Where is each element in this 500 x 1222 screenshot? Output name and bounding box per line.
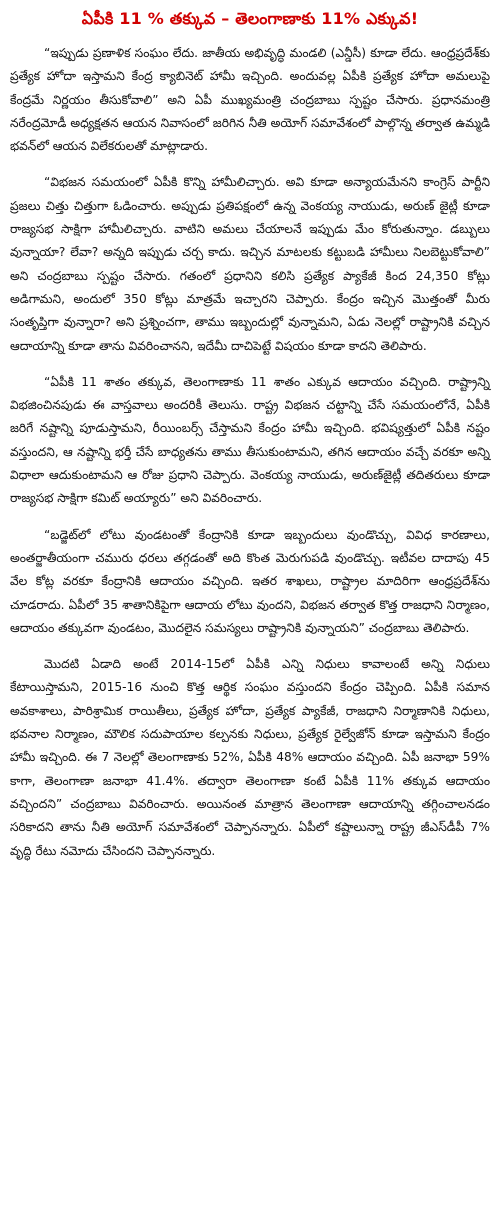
paragraph-4: “బడ్జెట్‌లో లోటు వుండటంతో కేంద్రానికి కూడా ఇబ్బందులు వుండొచ్చు, వివిధ కారణాలు, అంతర్జాతీయంగా చమురు ధరలు తగ్గడంతో అది కొంత మెరుగుపడి వుండొచ్చు. ఇటీవల దాదాపు 45 వేల కోట్ల వరకూ కేంద్రానికి ఆదాయం వచ్చింది. ఇతర శాఖలు, రాష్ట్రాల మాదిరిగా ఆంధ్రప్రదేశ్‌ను చూడరాదు. ఏపీలో 35 శాతానికిపైగా ఆదాయ లోటు వుందని, విభజన తర్వాత కొత్త రాజధాని నిర్మాణం, ఆదాయం తక్కువగా వుండటం, మొదలైన సమస్యలు రాష్ట్రానికి వున్నాయని” చంద్రబాబు తెలిపారు. <box>10 527 490 635</box>
paragraph-3: “ఏపీకి 11 శాతం తక్కువ, తెలంగాణాకు 11 శాతం ఎక్కువ ఆదాయం వచ్చింది. రాష్ట్రాన్ని విభజించినపుడు ఈ వాస్తవాలు అందరికీ తెలుసు. రాష్ట్ర విభజన చట్టాన్ని చేసే సమయంలోనే, ఏపీకి జరిగే నష్టాన్ని పూడుస్తామని, రీయింబర్స్ చేస్తామని కేంద్రం హామీ ఇచ్చింది. భవిష్యత్తులో ఏపీకి నష్టం వస్తుందని, ఆ నష్టాన్ని భర్తీ చేసే బాధ్యతను తాము తీసుకుంటామని, తగిన ఆదాయం వచ్చే వరకూ అన్ని విధాలా ఆదుకుంటామని ఆ రోజు ప్రధాని చెప్పారు. వెంకయ్య నాయుడు, అరుణ్‌జైట్లీ తదితరులు కూడా రాజ్యసభ సాక్షిగా కమిట్ అయ్యారు” అని వివరించారు. <box>10 374 490 506</box>
headline: ఏపీకి 11 % తక్కువ – తెలంగాణాకు 11% ఎక్కువ! <box>81 9 419 28</box>
article-body <box>10 42 490 863</box>
paragraph-1: “ఇప్పుడు ప్రణాళిక సంఘం లేదు. జాతీయ అభివృద్ధి మండలి (ఎన్డీసీ) కూడా లేదు. ఆంధ్రప్రదేశ్‌కు ప్రత్యేక హోదా ఇస్తామని కేంద్ర క్యాబినెట్ హామీ ఇచ్చింది. అందువల్ల ఏపీకి ప్రత్యేక హోదా అమలుపై కేంద్రమే నిర్ణయం తీసుకోవాలి” అని ఏపీ ముఖ్యమంత్రి చంద్రబాబు స్పష్టం చేసారు. ప్రధానమంత్రి నరేంద్రమోడీ అధ్యక్షతన ఆయన నివాసంలో జరిగిన నీతి అయోగ్ సమావేశంలో పాల్గొన్న తర్వాత ఉమ్మడి భవన్‌లో ఆయన విలేకరులతో మాట్లాడారు. <box>10 46 490 154</box>
paragraph-5: మొదటి ఏడాది అంటే 2014-15లో ఏపీకి ఎన్ని నిధులు కావాలంటే అన్ని నిధులు కేటాయిస్తామని, 2015-16 నుంచి కొత్త ఆర్థిక సంఘం వస్తుందని కేంద్రం చెప్పింది. ఏపీకి సమాన అవకాశాలు, పారిశ్రామిక రాయితీలు, ప్రత్యేక హోదా, ప్రత్యేక ప్యాకేజీ, రాజధాని నిర్మాణానికి నిధులు, భవనాల నిర్మాణం, మౌలిక సదుపాయాల కల్పనకు నిధులు, ప్రత్యేక రైల్వేజోన్ కూడా ఇస్తామని కేంద్రం హామీ ఇచ్చింది. ఈ 7 నెలల్లో తెలంగాణాకు 52%, ఏపీకి 48% ఆదాయం వచ్చింది. ఏపీ జనాభా 59% కాగా, తెలంగాణా జనాభా 41.4%. తద్వారా తెలంగాణా కంటే ఏపీకి 11% తక్కువ ఆదాయం వచ్చిందని” చంద్రబాబు వివరించారు. అయినంత మాత్రాన తెలంగాణా ఆదాయాన్ని తగ్గించాలనడం సరికాదని తాను నీతి అయోగ్ సమావేశంలో చెప్పానన్నారు. ఏపీలో కష్టాలున్నా రాష్ట్ర జీఎస్‌డీపీ 7% వృద్ధి రేటు నమోదు చేసిందని చెప్పానన్నారు. <box>10 657 490 858</box>
paragraph-2: “విభజన సమయంలో ఏపీకి కొన్ని హామీలిచ్చారు. అవి కూడా అన్యాయమేనని కాంగ్రెస్ పార్టీని ప్రజలు చిత్తు చిత్తుగా ఓడించారు. అప్పుడు ప్రతిపక్షంలో ఉన్న వెంకయ్య నాయుడు, అరుణ్ జైట్లీ కూడా రాజ్యసభ సాక్షిగా హామీలిచ్చారు. వాటిని అమలు చేయాలనే ఇప్పుడు మేం కోరుతున్నాం. డబ్బులు వున్నాయా? లేవా? అన్నది ఇప్పుడు చర్చ కాదు. ఇచ్చిన మాటలకు కట్టుబడి హామీలు నిలబెట్టుకోవాలి” అని చంద్రబాబు స్పష్టం చేసారు. గతంలో ప్రధానిని కలిసి ప్రత్యేక ప్యాకేజీ కింద 24,350 కోట్లు అడిగామని, అందులో 350 కోట్లు మాత్రమే ఇచ్చారని చెప్పారు. కేంద్రం ఇచ్చిన మొత్తంతో మీరు సంతృప్తిగా వున్నారా? అని ప్రశ్నించగా, తాము ఇబ్బందుల్లో వున్నామని, ఏడు నెలల్లో రాష్ట్రానికి వచ్చిన ఆదాయాన్ని కూడా తాను వివరించానని, ఇదేమీ దాచిపెట్టే విషయం కూడా కాదని తెలిపారు. <box>10 175 490 353</box>
